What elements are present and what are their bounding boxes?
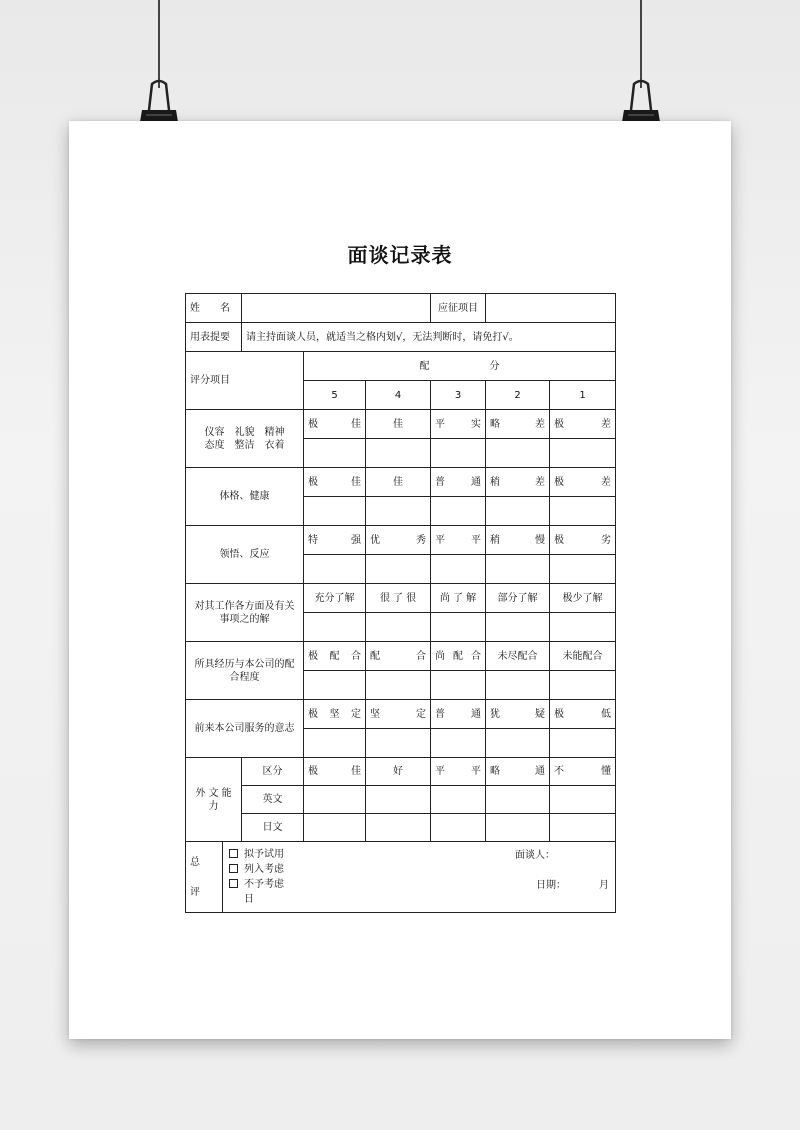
check-cell[interactable]: [431, 555, 486, 584]
checkbox-icon[interactable]: [229, 849, 238, 858]
option-label: 极 佳: [304, 410, 366, 439]
check-cell[interactable]: [304, 439, 366, 468]
option-label: 略 差: [486, 410, 550, 439]
check-cell[interactable]: [486, 439, 550, 468]
interviewer-label: 面谈人：: [515, 850, 555, 861]
option-label: 极 差: [550, 468, 616, 497]
check-cell[interactable]: [431, 671, 486, 700]
language-label: 外 文 能 力: [186, 758, 242, 842]
score-header-row: [186, 352, 616, 381]
check-cell[interactable]: [550, 786, 616, 814]
page-title: 面谈记录表: [347, 243, 453, 267]
check-cell[interactable]: [304, 671, 366, 700]
name-field[interactable]: [242, 294, 431, 323]
option-label: 平 平: [431, 758, 486, 786]
option-label: 优 秀: [366, 526, 431, 555]
check-cell[interactable]: [366, 555, 431, 584]
option-label: 很 了 很: [366, 584, 431, 613]
option-label: 充分了解: [304, 584, 366, 613]
check-cell[interactable]: [304, 497, 366, 526]
check-cell[interactable]: [431, 439, 486, 468]
summary-option-label: 列入考虑: [244, 864, 284, 875]
name-label: 姓 名: [186, 294, 242, 323]
date-label: 日期：: [536, 880, 566, 891]
option-label: 未尽配合: [486, 642, 550, 671]
row-name: [186, 294, 616, 323]
check-cell[interactable]: [486, 497, 550, 526]
option-label: 普 通: [431, 700, 486, 729]
criterion-row: [186, 526, 616, 555]
criterion-label-work-knowledge: 对其工作各方面及有关事项之的解: [186, 584, 304, 642]
check-cell[interactable]: [304, 814, 366, 842]
score-label: 配 分: [304, 352, 616, 381]
option-label: 略 通: [486, 758, 550, 786]
option-label: 平 平: [431, 526, 486, 555]
check-cell[interactable]: [486, 613, 550, 642]
option-label: 尚配合: [431, 642, 486, 671]
check-cell[interactable]: [550, 613, 616, 642]
check-cell[interactable]: [431, 814, 486, 842]
check-cell[interactable]: [366, 439, 431, 468]
summary-label-top: 总: [190, 857, 200, 868]
option-label: 坚 定: [366, 700, 431, 729]
criterion-row: [186, 584, 616, 613]
check-cell[interactable]: [550, 555, 616, 584]
criterion-row: [186, 410, 616, 439]
option-label: 部分了解: [486, 584, 550, 613]
language-row: [186, 814, 616, 842]
criterion-row: [186, 468, 616, 497]
summary-label: [186, 842, 223, 913]
check-cell[interactable]: [366, 814, 431, 842]
position-label: 应征项目: [431, 294, 486, 323]
option-label: 配 合: [366, 642, 431, 671]
summary-label-bottom: 评: [190, 887, 200, 898]
option-label: 极配合: [304, 642, 366, 671]
option-label: 极 差: [550, 410, 616, 439]
score-1: 1: [550, 381, 616, 410]
check-cell[interactable]: [366, 671, 431, 700]
check-cell[interactable]: [431, 613, 486, 642]
option-label: 普 通: [431, 468, 486, 497]
criterion-row: [186, 700, 616, 729]
check-cell[interactable]: [486, 671, 550, 700]
score-2: 2: [486, 381, 550, 410]
summary-option-label: 不予考虑: [244, 879, 284, 890]
option-label: 未能配合: [550, 642, 616, 671]
summary-content: [223, 842, 616, 913]
check-cell[interactable]: [486, 814, 550, 842]
option-label: 不 懂: [550, 758, 616, 786]
check-cell[interactable]: [486, 786, 550, 814]
option-label: 犹 疑: [486, 700, 550, 729]
option-label: 极 劣: [550, 526, 616, 555]
option-label: 极少了解: [550, 584, 616, 613]
check-cell[interactable]: [431, 497, 486, 526]
hint-label: 用表提要: [186, 323, 242, 352]
check-cell[interactable]: [366, 729, 431, 758]
option-label: 稍 差: [486, 468, 550, 497]
option-label: 特 强: [304, 526, 366, 555]
interview-record-table: [185, 293, 616, 913]
check-cell[interactable]: [550, 729, 616, 758]
language-row-label: 英文: [242, 786, 304, 814]
check-cell[interactable]: [431, 786, 486, 814]
check-cell[interactable]: [366, 497, 431, 526]
option-label: 极 低: [550, 700, 616, 729]
score-5: 5: [304, 381, 366, 410]
option-label: 好: [366, 758, 431, 786]
hint-text: 请主持面谈人员，就适当之格内划√，无法判断时，请免打√。: [242, 323, 616, 352]
score-item-label: 评分项目: [186, 352, 304, 410]
criterion-label-comprehension: 领悟、反应: [186, 526, 304, 584]
check-cell[interactable]: [550, 497, 616, 526]
check-cell[interactable]: [486, 729, 550, 758]
language-row: [186, 786, 616, 814]
option-label: 极 佳: [304, 758, 366, 786]
check-cell[interactable]: [304, 729, 366, 758]
language-row-label: 区分: [242, 758, 304, 786]
check-cell[interactable]: [304, 613, 366, 642]
check-cell[interactable]: [366, 613, 431, 642]
criterion-row: [186, 642, 616, 671]
option-label: 尚 了 解: [431, 584, 486, 613]
criterion-label-health: 体格、健康: [186, 468, 304, 526]
summary-option[interactable]: [229, 862, 609, 877]
check-cell[interactable]: [366, 786, 431, 814]
option-label: 佳: [366, 468, 431, 497]
criterion-label-willingness: 前来本公司服务的意志: [186, 700, 304, 758]
check-cell[interactable]: [550, 671, 616, 700]
option-label: 佳: [366, 410, 431, 439]
summary-row: [186, 842, 616, 913]
hanging-wire-left: [158, 0, 160, 88]
score-3: 3: [431, 381, 486, 410]
criterion-label-experience-fit: 所具经历与本公司的配合程度: [186, 642, 304, 700]
summary-option-label: 拟予试用: [244, 849, 284, 860]
row-hint: [186, 323, 616, 352]
hanging-wire-right: [640, 0, 642, 88]
position-field[interactable]: [486, 294, 616, 323]
checkbox-icon[interactable]: [229, 864, 238, 873]
check-cell[interactable]: [304, 555, 366, 584]
criterion-label-appearance: 仪容 礼貌 精神 态度 整洁 衣着: [186, 410, 304, 468]
summary-trailing: 日: [244, 894, 254, 905]
option-label: 平 实: [431, 410, 486, 439]
option-label: 稍 慢: [486, 526, 550, 555]
score-4: 4: [366, 381, 431, 410]
option-label: 极 佳: [304, 468, 366, 497]
checkbox-icon[interactable]: [229, 879, 238, 888]
check-cell[interactable]: [550, 439, 616, 468]
month-label: 月: [599, 880, 609, 891]
language-row-label: 日文: [242, 814, 304, 842]
check-cell[interactable]: [304, 786, 366, 814]
option-label: 极坚定: [304, 700, 366, 729]
language-row: [186, 758, 616, 786]
check-cell[interactable]: [431, 729, 486, 758]
check-cell[interactable]: [486, 555, 550, 584]
check-cell[interactable]: [550, 814, 616, 842]
